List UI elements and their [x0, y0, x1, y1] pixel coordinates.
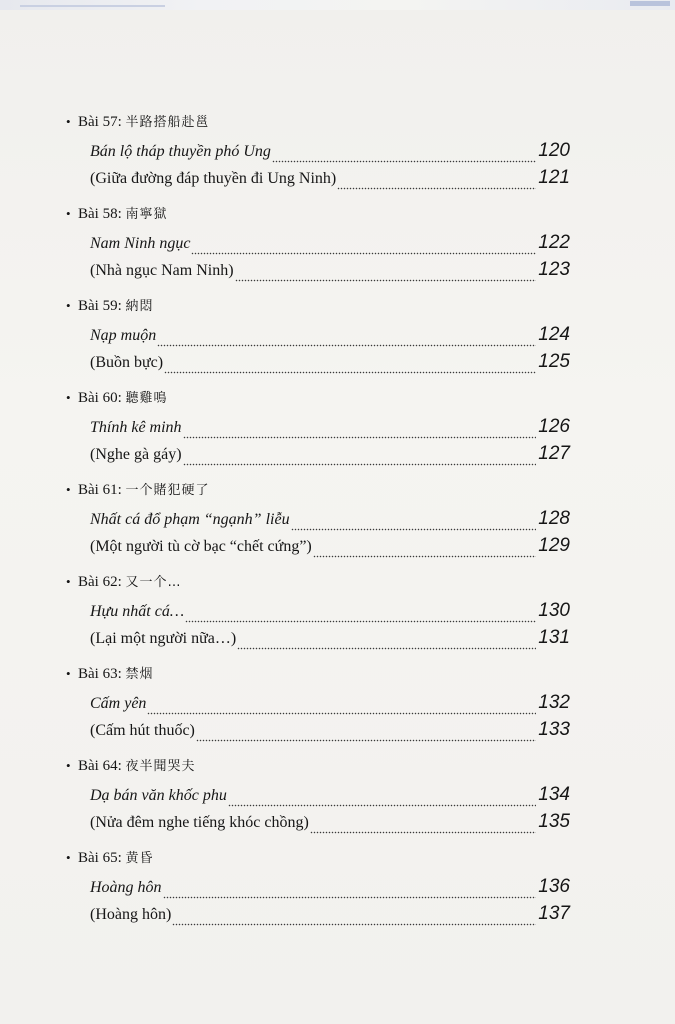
entry-label: Bài 59:	[78, 298, 122, 314]
translation-title: (Nhà ngục Nam Ninh)	[90, 262, 234, 279]
page-number: 127	[538, 443, 570, 464]
entry-heading	[66, 386, 168, 410]
toc-line-translation[interactable]	[90, 440, 570, 466]
dot-leader	[163, 879, 537, 899]
toc-entry	[0, 478, 675, 570]
translation-title: (Nửa đêm nghe tiếng khóc chồng)	[90, 814, 309, 831]
toc-line-sino-vietnamese[interactable]	[90, 505, 570, 531]
bullet-icon: •	[66, 574, 71, 589]
dot-leader	[191, 235, 536, 255]
toc-entry	[0, 754, 675, 846]
dot-leader	[313, 538, 537, 558]
bullet-icon: •	[66, 390, 71, 405]
dot-leader	[147, 695, 536, 715]
toc-line-translation[interactable]	[90, 256, 570, 282]
page-number: 121	[538, 167, 570, 188]
toc-line-sino-vietnamese[interactable]	[90, 781, 570, 807]
sino-title: Thính kê minh	[90, 419, 182, 436]
entry-label: Bài 57:	[78, 114, 122, 130]
dot-leader	[272, 143, 536, 163]
toc-line-sino-vietnamese[interactable]	[90, 321, 570, 347]
toc-line-translation[interactable]	[90, 808, 570, 834]
entry-label: Bài 61:	[78, 482, 122, 498]
entry-heading	[66, 846, 154, 870]
entry-heading	[66, 570, 182, 594]
entry-han-title: 納悶	[125, 299, 154, 314]
sino-title: Nhất cá đổ phạm “ngạnh” liễu	[90, 511, 290, 528]
entry-han-title: 夜半聞哭夫	[125, 759, 196, 774]
dot-leader	[157, 327, 536, 347]
sino-title: Bán lộ tháp thuyền phó Ung	[90, 143, 271, 160]
entry-heading	[66, 110, 210, 134]
dot-leader	[291, 511, 537, 531]
entry-han-title: 一个賭犯硬了	[125, 483, 210, 498]
sino-title: Hựu nhất cá…	[90, 603, 185, 620]
toc-line-sino-vietnamese[interactable]	[90, 597, 570, 623]
translation-title: (Một người tù cờ bạc “chết cứng”)	[90, 538, 312, 555]
entry-label: Bài 65:	[78, 850, 122, 866]
toc-line-sino-vietnamese[interactable]	[90, 413, 570, 439]
toc-line-translation[interactable]	[90, 348, 570, 374]
entry-han-title: 南寧獄	[125, 207, 168, 222]
bullet-icon: •	[66, 850, 71, 865]
entry-han-title: 黄昏	[125, 851, 154, 866]
entry-label: Bài 60:	[78, 390, 122, 406]
toc-entry	[0, 294, 675, 386]
dot-leader	[183, 419, 537, 439]
bullet-icon: •	[66, 206, 71, 221]
toc-entry	[0, 110, 675, 202]
page-number: 120	[538, 140, 570, 161]
page-number: 131	[538, 627, 570, 648]
entry-han-title: 半路搭船赴邕	[125, 115, 210, 130]
page-number: 124	[538, 324, 570, 345]
bullet-icon: •	[66, 482, 71, 497]
toc-entry	[0, 386, 675, 478]
dot-leader	[337, 170, 536, 190]
toc-line-sino-vietnamese[interactable]	[90, 873, 570, 899]
dot-leader	[185, 603, 536, 623]
page-number: 132	[538, 692, 570, 713]
toc-line-translation[interactable]	[90, 164, 570, 190]
translation-title: (Cấm hút thuốc)	[90, 722, 195, 739]
toc-line-translation[interactable]	[90, 900, 570, 926]
scan-streak	[20, 5, 165, 7]
entry-label: Bài 62:	[78, 574, 122, 590]
bullet-icon: •	[66, 758, 71, 773]
page-number: 130	[538, 600, 570, 621]
dot-leader	[183, 446, 537, 466]
page-number: 133	[538, 719, 570, 740]
entry-label: Bài 58:	[78, 206, 122, 222]
toc-line-translation[interactable]	[90, 624, 570, 650]
toc-entry	[0, 570, 675, 662]
toc-entry	[0, 662, 675, 754]
toc-entry	[0, 202, 675, 294]
entry-han-title: 又一个…	[125, 575, 182, 590]
page-top-edge	[0, 0, 675, 10]
entry-han-title: 聽雞鳴	[125, 391, 168, 406]
dot-leader	[228, 787, 536, 807]
sino-title: Nam Ninh ngục	[90, 235, 191, 252]
dot-leader	[235, 262, 537, 282]
translation-title: (Nghe gà gáy)	[90, 446, 182, 463]
sino-title: Dạ bán văn khốc phu	[90, 787, 227, 804]
entry-heading	[66, 662, 154, 686]
translation-title: (Lại một người nữa…)	[90, 630, 237, 647]
scan-streak	[630, 1, 670, 6]
entry-heading	[66, 478, 210, 502]
entry-heading	[66, 754, 196, 778]
page-number: 134	[538, 784, 570, 805]
entry-heading	[66, 294, 154, 318]
entry-label: Bài 64:	[78, 758, 122, 774]
page-number: 128	[538, 508, 570, 529]
page-number: 123	[538, 259, 570, 280]
dot-leader	[237, 630, 536, 650]
sino-title: Hoàng hôn	[90, 879, 162, 896]
translation-title: (Buồn bực)	[90, 354, 164, 371]
dot-leader	[196, 722, 536, 742]
toc-line-sino-vietnamese[interactable]	[90, 137, 570, 163]
dot-leader	[164, 354, 536, 374]
sino-title: Nạp muộn	[90, 327, 157, 344]
translation-title: (Giữa đường đáp thuyền đi Ung Ninh)	[90, 170, 337, 187]
entry-heading	[66, 202, 168, 226]
entry-label: Bài 63:	[78, 666, 122, 682]
page-number: 135	[538, 811, 570, 832]
dot-leader	[310, 814, 536, 834]
bullet-icon: •	[66, 666, 71, 681]
toc-line-translation[interactable]	[90, 716, 570, 742]
sino-title: Cấm yên	[90, 695, 147, 712]
toc-line-sino-vietnamese[interactable]	[90, 229, 570, 255]
toc-line-translation[interactable]	[90, 532, 570, 558]
toc-entry	[0, 846, 675, 938]
dot-leader	[172, 906, 536, 926]
page-number: 129	[538, 535, 570, 556]
bullet-icon: •	[66, 114, 71, 129]
translation-title: (Hoàng hôn)	[90, 906, 172, 923]
page-number: 122	[538, 232, 570, 253]
page-number: 126	[538, 416, 570, 437]
page-number: 136	[538, 876, 570, 897]
page-number: 137	[538, 903, 570, 924]
page-number: 125	[538, 351, 570, 372]
entry-han-title: 禁烟	[125, 667, 154, 682]
toc-line-sino-vietnamese[interactable]	[90, 689, 570, 715]
bullet-icon: •	[66, 298, 71, 313]
